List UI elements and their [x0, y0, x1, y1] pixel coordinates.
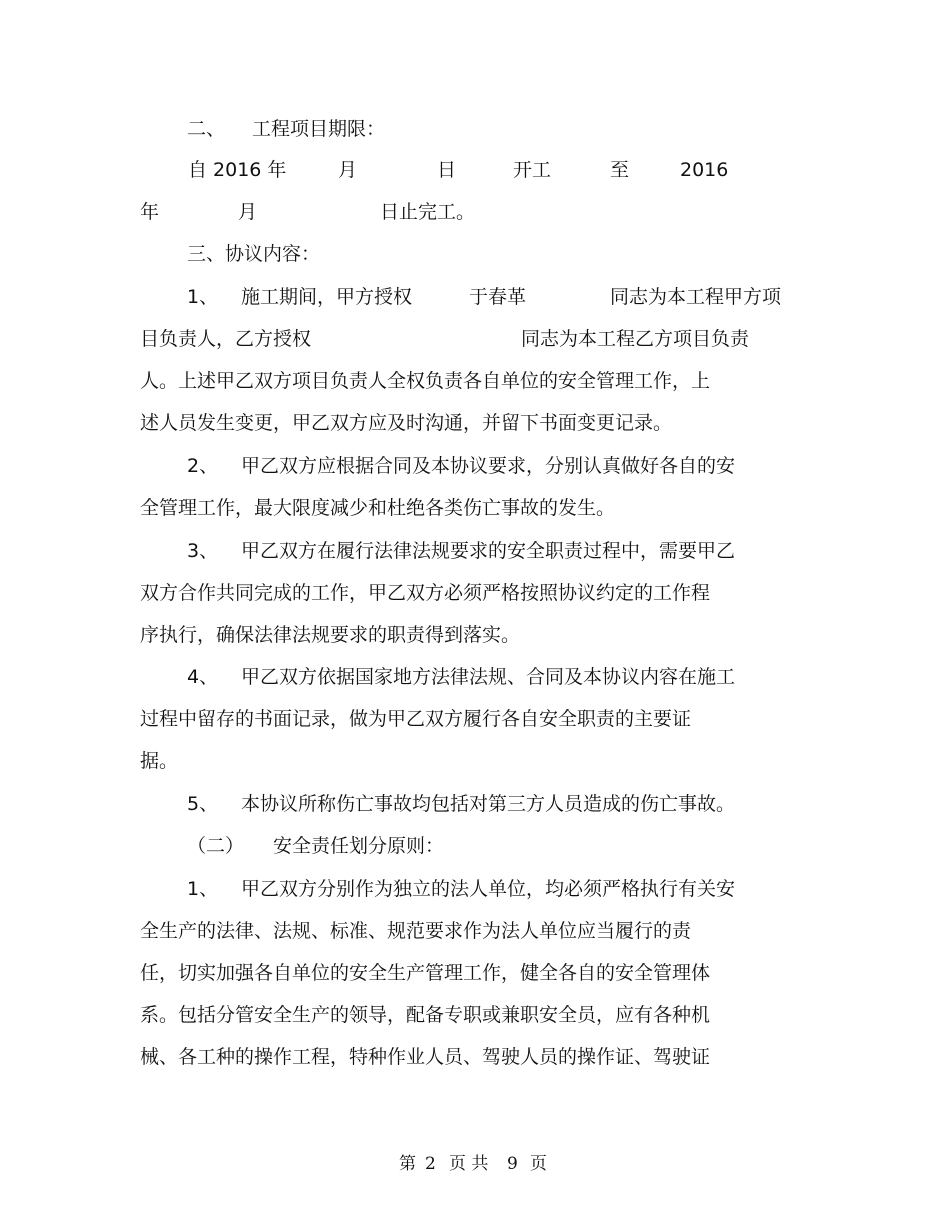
- clause-number: 1、: [187, 878, 219, 900]
- clause-text: 全管理工作，最大限度减少和杜绝各类伤亡事故的发生。: [140, 497, 616, 519]
- clause-text: 甲乙双方在履行法律法规要求的安全职责过程中，需要甲乙: [241, 540, 736, 562]
- period-year-2: 2016: [680, 159, 729, 181]
- period-start: 开工: [513, 159, 552, 181]
- clause-text: 施工期间，甲方授权: [241, 286, 413, 308]
- clause-number: 3、: [187, 540, 219, 562]
- clause-text: 述人员发生变更，甲乙双方应及时沟通，并留下书面变更记录。: [140, 412, 673, 434]
- clause-text: 本协议所称伤亡事故均包括对第三方人员造成的伤亡事故。: [241, 793, 736, 815]
- clause-text: 同志为本工程乙方项目负责: [521, 328, 750, 350]
- clause-number: 4、: [187, 666, 219, 688]
- clause-text: 甲乙双方应根据合同及本协议要求，分别认真做好各自的安: [241, 455, 736, 477]
- page-label-mid: 页 共: [449, 1154, 489, 1174]
- clause-text: 全生产的法律、法规、标准、规范要求作为法人单位应当履行的责: [140, 920, 692, 942]
- clause-number: 1、: [187, 286, 219, 308]
- section-2-number: 二、: [187, 118, 226, 140]
- period-to: 至: [610, 159, 630, 181]
- clause-text: 双方合作共同完成的工作，甲乙双方必须严格按照协议约定的工作程: [140, 582, 711, 604]
- period-year-label: 年: [140, 201, 160, 223]
- period-month-1: 月: [338, 159, 358, 181]
- clause-text: 任，切实加强各自单位的安全生产管理工作，健全各自的安全管理体: [140, 962, 711, 984]
- total-pages: 9: [507, 1154, 518, 1174]
- section-2-title: 工程项目期限：: [252, 118, 386, 140]
- page-label-prefix: 第: [399, 1154, 416, 1174]
- clause-number: 2、: [187, 455, 219, 477]
- period-day-1: 日: [437, 159, 457, 181]
- period-end: 日止完工。: [380, 201, 476, 223]
- subsection-2-title: 安全责任划分原则：: [273, 835, 445, 857]
- section-3-title: 三、协议内容：: [187, 243, 321, 265]
- page-number: 2: [425, 1154, 436, 1174]
- clause-number: 5、: [187, 793, 219, 815]
- party-a-representative: 于春革: [469, 286, 527, 308]
- page-label-suffix: 页: [530, 1154, 547, 1174]
- clause-text: 甲乙双方分别作为独立的法人单位，均必须严格执行有关安: [241, 878, 736, 900]
- period-from: 自 2016 年: [188, 159, 287, 181]
- clause-text: 据。: [140, 750, 179, 772]
- clause-text: 械、各工种的操作工程，特种作业人员、驾驶人员的操作证、驾驶证: [140, 1046, 711, 1068]
- page-footer: [0, 1150, 950, 1178]
- clause-text: 系。包括分管安全生产的领导，配备专职或兼职安全员，应有各种机: [140, 1004, 711, 1026]
- clause-text: 序执行，确保法律法规要求的职责得到落实。: [140, 624, 521, 646]
- period-month-2: 月: [238, 201, 258, 223]
- clause-text: 同志为本工程甲方项: [610, 286, 782, 308]
- subsection-2-number: （二）: [187, 835, 245, 857]
- clause-text: 甲乙双方依据国家地方法律法规、合同及本协议内容在施工: [241, 666, 736, 688]
- clause-text: 人。上述甲乙双方项目负责人全权负责各自单位的安全管理工作，上: [140, 370, 711, 392]
- clause-text: 目负责人，乙方授权: [140, 328, 312, 350]
- clause-text: 过程中留存的书面记录，做为甲乙双方履行各自安全职责的主要证: [140, 708, 692, 730]
